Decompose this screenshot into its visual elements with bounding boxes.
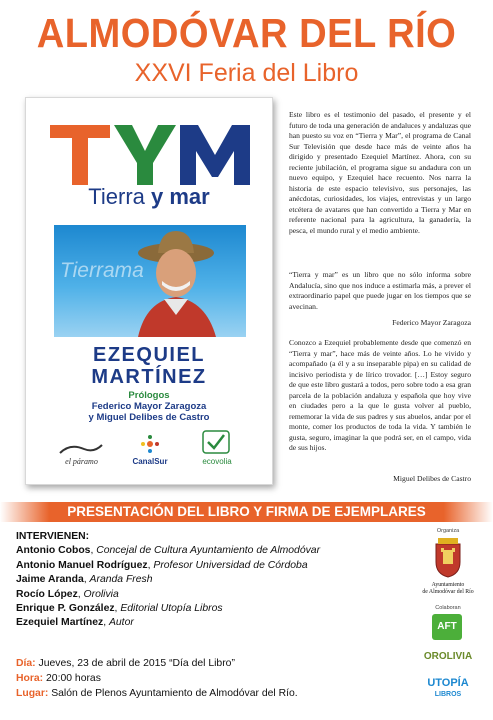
place-label: Lugar: (16, 687, 49, 699)
event-time (16, 672, 396, 687)
speaker-name: Antonio Manuel Rodríguez (16, 559, 148, 571)
speakers-header: INTERVIENEN: (16, 531, 90, 542)
speaker-role: Autor (108, 617, 134, 629)
cover-title-part2: y mar (151, 184, 210, 209)
colaboran-label: Colaboran (435, 605, 461, 611)
description-paragraph-1: Este libro es el testimonio del pasado, el presente y el futuro de toda una generación de andaluces y andaluzas que han puesto su voz en “Tierra y Mar”, el programa de Canal Sur Televisión que desde hace más de veinte años ha dirigido y presentado Ezequiel Martínez. Ahora, con su reciente jubilación, el programa sigue su andadura con un nuevo equipo, y Ezequiel hace recuento. Nos narra la historia de este espacio televisivo, sus personajes, las anécdotas, curiosidades, los viajes, entrevistas y un largo etcétera de avatares que han convertido a Tierra y Mar en referente nacional para la agricultura, la ganadería, la pesca, el mundo rural y el medio ambiente. (289, 110, 471, 235)
speaker-name: Antonio Cobos (16, 545, 91, 557)
ayuntamiento-line1: Ayuntamiento (431, 582, 465, 588)
book-cover (25, 97, 273, 485)
cover-author (26, 344, 272, 388)
speaker-role: Orolivia (83, 588, 119, 600)
author-last-name: MARTÍNEZ (91, 366, 207, 388)
aft-logo: AFT (432, 614, 462, 640)
speaker-item: Jaime Aranda, Aranda Fresh (16, 574, 153, 586)
utopia-logo-line2: LIBROS (434, 691, 462, 698)
date-label: Día: (16, 658, 36, 669)
speaker-name: Ezequiel Martínez (16, 617, 104, 629)
page-subtitle: XXVI Feria del Libro (134, 59, 359, 87)
page-title: ALMODÓVAR DEL RÍO (36, 10, 457, 56)
event-date (16, 657, 396, 672)
date-value: Jueves, 23 de abril de 2015 “Día del Libro” (35, 658, 235, 669)
publisher-el-paramo: el páramo (65, 457, 98, 466)
speaker-role: Aranda Fresh (89, 574, 153, 586)
description-paragraph-2: “Tierra y mar” es un libro que no sólo informa sobre Andalucía, sino que nos induce a estimarla más, a prever el extraordinario papel que puede jugar en los tiempos que se avecinan. (289, 270, 471, 311)
speaker-item: Antonio Cobos, Concejal de Cultura Ayuntamiento de Almodóvar (16, 545, 321, 557)
speaker-name: Jaime Aranda (16, 574, 84, 586)
utopia-logo (410, 678, 486, 700)
tym-logo-icon (50, 125, 250, 185)
speaker-item: Enrique P. González, Editorial Utopía Libros (16, 603, 223, 615)
speaker-name: Rocío López (16, 588, 78, 600)
utopia-logo-line1: UTOPÍA (427, 677, 469, 689)
publisher-canalsur: CanalSur (132, 457, 168, 466)
signature-delibes: Miguel Delibes de Castro (393, 474, 471, 483)
time-value: 20:00 horas (43, 672, 101, 684)
event-banner: PRESENTACIÓN DEL LIBRO Y FIRMA DE EJEMPLARES (0, 502, 493, 522)
speakers-list (16, 530, 396, 631)
signature-mayor-zaragoza: Federico Mayor Zaragoza (392, 318, 471, 327)
prologs-label: Prólogos (128, 390, 170, 401)
description-paragraph-3: Conozco a Ezequiel probablemente desde que comenzó en “Tierra y mar”, hace más de veinte años. Lo he vivido y acompañado (a él y a su inseparable pipa) en su calidad de incisivo periodista y de lírico trovador. […] Estoy seguro de que este libro gustará a todos, pero sobre todo a esa gran parcela de la población andaluza y española que hoy vive en ciudades pero a la que le gusta volver al pueblo, rememorar la vida de sus padres y sus abuelos, andar por el monte, comer los productos de toda la vida. Y también le gusta, seguro, imaginar la que podrá ser, en el campo, vida de sus hijos. (289, 338, 471, 452)
speaker-item: Rocío López, Orolivia (16, 588, 119, 600)
speaker-name: Enrique P. González (16, 603, 115, 615)
publisher-ecovolia: ecovolia (202, 457, 232, 466)
speaker-role: Concejal de Cultura Ayuntamiento de Almodóvar (96, 545, 321, 557)
cover-title-part1: Tierra (88, 184, 152, 209)
cover-title (26, 184, 272, 210)
ayuntamiento-line2: de Almodóvar del Río (422, 589, 474, 595)
speaker-item: Ezequiel Martínez, Autor (16, 617, 134, 629)
el-paramo-logo-icon (56, 443, 106, 457)
ecovolia-logo-icon (202, 430, 230, 454)
man-with-hat-icon (54, 225, 246, 337)
event-place (16, 687, 396, 702)
prolog-author-1: Federico Mayor Zaragoza (91, 401, 207, 412)
author-photo (54, 225, 246, 337)
prolog-author-2: y Miguel Delibes de Castro (88, 412, 210, 423)
coat-of-arms-icon (432, 536, 464, 578)
event-details (16, 657, 396, 701)
speaker-item: Antonio Manuel Rodríguez, Profesor Universidad de Córdoba (16, 559, 308, 571)
ayuntamiento-name (408, 582, 488, 596)
organiza-label: Organiza (436, 528, 460, 534)
orolivia-logo: OROLIVIA (423, 651, 473, 662)
cover-prologs (26, 390, 272, 423)
author-first-name: EZEQUIEL (92, 344, 205, 366)
time-label: Hora: (16, 672, 44, 684)
speaker-role: Profesor Universidad de Córdoba (153, 559, 308, 571)
speaker-role: Editorial Utopía Libros (120, 603, 223, 615)
photo-watermark: Tierrama (60, 259, 144, 282)
place-value: Salón de Plenos Ayuntamiento de Almodóvar del Río. (48, 687, 298, 699)
canalsur-logo-icon (139, 434, 161, 454)
